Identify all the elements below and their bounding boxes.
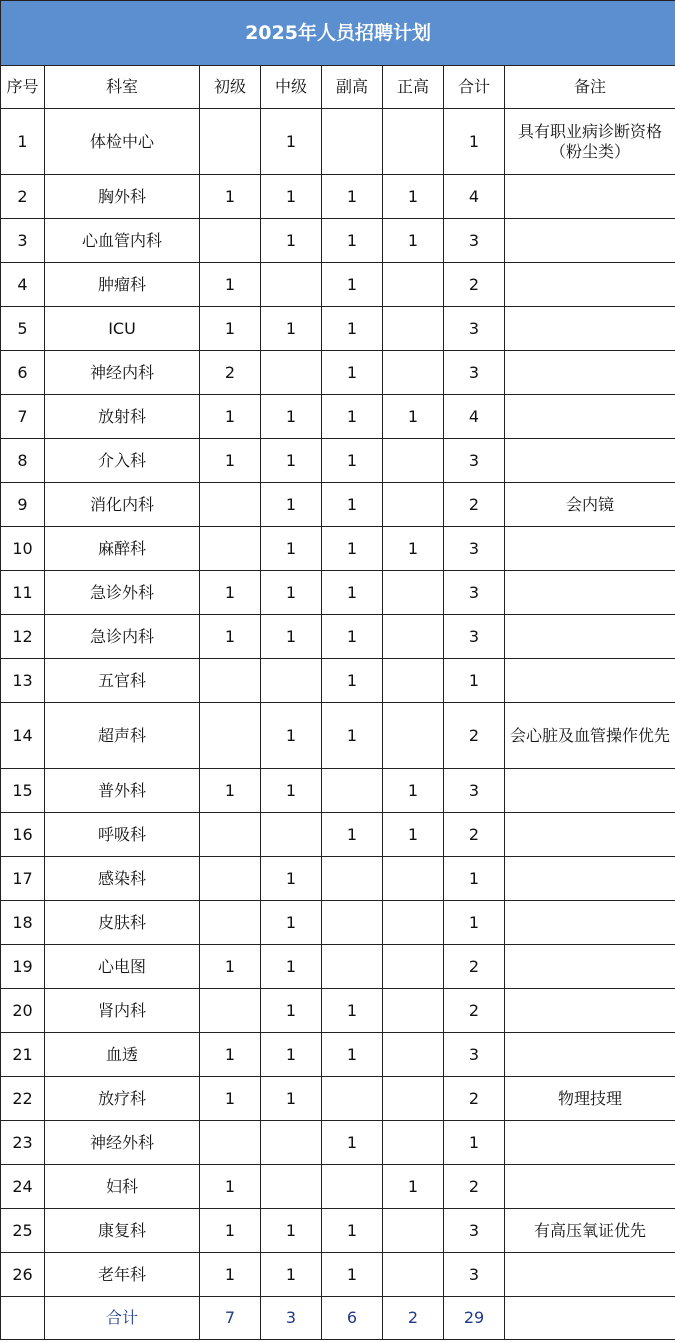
- row-no: 10: [1, 527, 45, 571]
- row-middle: 1: [261, 483, 322, 527]
- row-dept: 急诊内科: [45, 615, 200, 659]
- row-note: [505, 857, 675, 901]
- row-dept: 感染科: [45, 857, 200, 901]
- row-junior: [200, 109, 261, 175]
- row-middle: 1: [261, 307, 322, 351]
- row-senior: [383, 659, 444, 703]
- table-title: 2025年人员招聘计划: [1, 1, 675, 66]
- row-no: 16: [1, 813, 45, 857]
- row-no: 14: [1, 703, 45, 769]
- row-vice: [322, 109, 383, 175]
- table-row: [1, 813, 675, 857]
- row-junior: 2: [200, 351, 261, 395]
- totals-row: [1, 1297, 675, 1340]
- total-senior: 2: [383, 1297, 444, 1340]
- row-note: [505, 351, 675, 395]
- row-junior: 1: [200, 945, 261, 989]
- row-senior: [383, 1253, 444, 1297]
- row-total: 3: [444, 1209, 505, 1253]
- row-dept: 急诊外科: [45, 571, 200, 615]
- row-junior: [200, 527, 261, 571]
- row-senior: 1: [383, 769, 444, 813]
- row-total: 3: [444, 1033, 505, 1077]
- row-dept: 肾内科: [45, 989, 200, 1033]
- row-no: 9: [1, 483, 45, 527]
- row-no: 12: [1, 615, 45, 659]
- header-total: 合计: [444, 66, 505, 109]
- total-middle: 3: [261, 1297, 322, 1340]
- row-vice: [322, 1165, 383, 1209]
- row-total: 1: [444, 1121, 505, 1165]
- row-middle: 1: [261, 439, 322, 483]
- row-middle: 1: [261, 703, 322, 769]
- row-note: [505, 527, 675, 571]
- row-note: [505, 1165, 675, 1209]
- row-no: 17: [1, 857, 45, 901]
- row-total: 1: [444, 857, 505, 901]
- row-junior: 1: [200, 1077, 261, 1121]
- row-junior: 1: [200, 571, 261, 615]
- row-total: 3: [444, 307, 505, 351]
- table-row: [1, 615, 675, 659]
- row-vice: 1: [322, 703, 383, 769]
- row-note: [505, 395, 675, 439]
- row-senior: [383, 1209, 444, 1253]
- table-row: [1, 109, 675, 175]
- row-middle: 1: [261, 395, 322, 439]
- row-vice: 1: [322, 813, 383, 857]
- row-no: 3: [1, 219, 45, 263]
- row-junior: 1: [200, 769, 261, 813]
- row-senior: [383, 483, 444, 527]
- table-row: [1, 307, 675, 351]
- total-junior: 7: [200, 1297, 261, 1340]
- row-middle: [261, 263, 322, 307]
- row-vice: 1: [322, 1121, 383, 1165]
- row-vice: [322, 857, 383, 901]
- row-note: [505, 1253, 675, 1297]
- row-middle: 1: [261, 1033, 322, 1077]
- row-vice: [322, 901, 383, 945]
- row-middle: [261, 659, 322, 703]
- header-note: 备注: [505, 66, 675, 109]
- row-junior: 1: [200, 175, 261, 219]
- table-row: [1, 571, 675, 615]
- row-junior: [200, 703, 261, 769]
- row-dept: ICU: [45, 307, 200, 351]
- row-no: 25: [1, 1209, 45, 1253]
- row-middle: 1: [261, 175, 322, 219]
- row-senior: [383, 351, 444, 395]
- total-dept: 合计: [45, 1297, 200, 1340]
- row-dept: 神经内科: [45, 351, 200, 395]
- row-senior: [383, 857, 444, 901]
- row-total: 3: [444, 527, 505, 571]
- row-junior: [200, 813, 261, 857]
- row-note: [505, 1121, 675, 1165]
- row-junior: 1: [200, 1165, 261, 1209]
- table-row: [1, 703, 675, 769]
- table-row: [1, 351, 675, 395]
- row-dept: 体检中心: [45, 109, 200, 175]
- row-no: 24: [1, 1165, 45, 1209]
- row-senior: [383, 615, 444, 659]
- row-total: 3: [444, 219, 505, 263]
- table-row: [1, 1077, 675, 1121]
- row-note: 具有职业病诊断资格（粉尘类）: [505, 109, 675, 175]
- row-junior: 1: [200, 439, 261, 483]
- row-no: 22: [1, 1077, 45, 1121]
- row-senior: 1: [383, 175, 444, 219]
- row-senior: [383, 1033, 444, 1077]
- row-vice: 1: [322, 263, 383, 307]
- row-no: 13: [1, 659, 45, 703]
- row-middle: 1: [261, 989, 322, 1033]
- row-dept: 肿瘤科: [45, 263, 200, 307]
- row-vice: 1: [322, 989, 383, 1033]
- row-middle: 1: [261, 1209, 322, 1253]
- row-dept: 康复科: [45, 1209, 200, 1253]
- row-note: [505, 813, 675, 857]
- table-row: [1, 989, 675, 1033]
- row-total: 2: [444, 945, 505, 989]
- row-note: [505, 219, 675, 263]
- row-dept: 老年科: [45, 1253, 200, 1297]
- row-vice: [322, 769, 383, 813]
- table-row: [1, 175, 675, 219]
- row-vice: 1: [322, 175, 383, 219]
- row-no: 4: [1, 263, 45, 307]
- table-row: [1, 263, 675, 307]
- row-note: [505, 989, 675, 1033]
- row-vice: [322, 1077, 383, 1121]
- table-row: [1, 1121, 675, 1165]
- table-row: [1, 1209, 675, 1253]
- row-total: 2: [444, 483, 505, 527]
- row-middle: [261, 351, 322, 395]
- row-no: 1: [1, 109, 45, 175]
- title-row: [1, 1, 675, 66]
- row-dept: 麻醉科: [45, 527, 200, 571]
- row-total: 1: [444, 109, 505, 175]
- row-junior: [200, 483, 261, 527]
- row-senior: [383, 1121, 444, 1165]
- row-dept: 血透: [45, 1033, 200, 1077]
- row-vice: [322, 945, 383, 989]
- row-dept: 神经外科: [45, 1121, 200, 1165]
- row-no: 21: [1, 1033, 45, 1077]
- header-no: 序号: [1, 66, 45, 109]
- row-middle: 1: [261, 527, 322, 571]
- row-vice: 1: [322, 1253, 383, 1297]
- row-senior: [383, 263, 444, 307]
- row-junior: [200, 219, 261, 263]
- row-middle: 1: [261, 769, 322, 813]
- row-note: 有高压氧证优先: [505, 1209, 675, 1253]
- row-middle: [261, 1165, 322, 1209]
- row-total: 3: [444, 1253, 505, 1297]
- row-junior: 1: [200, 263, 261, 307]
- row-senior: [383, 1077, 444, 1121]
- row-middle: 1: [261, 1253, 322, 1297]
- row-middle: 1: [261, 615, 322, 659]
- row-dept: 消化内科: [45, 483, 200, 527]
- row-note: [505, 945, 675, 989]
- table-row: [1, 439, 675, 483]
- row-senior: [383, 703, 444, 769]
- row-middle: 1: [261, 857, 322, 901]
- row-junior: [200, 989, 261, 1033]
- row-middle: 1: [261, 1077, 322, 1121]
- row-middle: [261, 1121, 322, 1165]
- total-vice: 6: [322, 1297, 383, 1340]
- row-junior: [200, 1121, 261, 1165]
- row-junior: [200, 659, 261, 703]
- header-senior: 正高: [383, 66, 444, 109]
- table-row: [1, 219, 675, 263]
- row-total: 4: [444, 395, 505, 439]
- row-senior: 1: [383, 219, 444, 263]
- row-junior: 1: [200, 1033, 261, 1077]
- table-row: [1, 395, 675, 439]
- row-dept: 妇科: [45, 1165, 200, 1209]
- table-row: [1, 857, 675, 901]
- row-total: 2: [444, 989, 505, 1033]
- row-senior: [383, 307, 444, 351]
- row-middle: 1: [261, 901, 322, 945]
- row-vice: 1: [322, 395, 383, 439]
- row-vice: 1: [322, 1209, 383, 1253]
- row-no: 5: [1, 307, 45, 351]
- table-row: [1, 945, 675, 989]
- row-vice: 1: [322, 571, 383, 615]
- row-total: 2: [444, 813, 505, 857]
- row-total: 4: [444, 175, 505, 219]
- row-senior: [383, 571, 444, 615]
- row-note: [505, 1033, 675, 1077]
- row-dept: 呼吸科: [45, 813, 200, 857]
- row-vice: 1: [322, 351, 383, 395]
- row-senior: 1: [383, 1165, 444, 1209]
- row-dept: 介入科: [45, 439, 200, 483]
- row-note: [505, 307, 675, 351]
- total-note: [505, 1297, 675, 1340]
- row-total: 3: [444, 439, 505, 483]
- row-note: [505, 659, 675, 703]
- row-total: 2: [444, 1165, 505, 1209]
- row-no: 19: [1, 945, 45, 989]
- row-vice: 1: [322, 307, 383, 351]
- row-senior: 1: [383, 813, 444, 857]
- total-no: [1, 1297, 45, 1340]
- row-middle: 1: [261, 571, 322, 615]
- row-dept: 心血管内科: [45, 219, 200, 263]
- row-note: [505, 439, 675, 483]
- row-junior: 1: [200, 1253, 261, 1297]
- row-senior: 1: [383, 527, 444, 571]
- row-no: 26: [1, 1253, 45, 1297]
- row-note: 会心脏及血管操作优先: [505, 703, 675, 769]
- row-no: 23: [1, 1121, 45, 1165]
- header-dept: 科室: [45, 66, 200, 109]
- header-vice: 副高: [322, 66, 383, 109]
- row-dept: 放疗科: [45, 1077, 200, 1121]
- row-note: 会内镜: [505, 483, 675, 527]
- row-total: 1: [444, 901, 505, 945]
- row-dept: 皮肤科: [45, 901, 200, 945]
- row-middle: [261, 813, 322, 857]
- table-row: [1, 527, 675, 571]
- row-senior: [383, 989, 444, 1033]
- row-dept: 心电图: [45, 945, 200, 989]
- row-vice: 1: [322, 615, 383, 659]
- table-row: [1, 1253, 675, 1297]
- row-senior: [383, 439, 444, 483]
- row-middle: 1: [261, 219, 322, 263]
- row-no: 11: [1, 571, 45, 615]
- row-note: [505, 769, 675, 813]
- row-junior: 1: [200, 615, 261, 659]
- row-dept: 胸外科: [45, 175, 200, 219]
- row-vice: 1: [322, 659, 383, 703]
- row-note: [505, 615, 675, 659]
- total-total: 29: [444, 1297, 505, 1340]
- row-no: 8: [1, 439, 45, 483]
- row-senior: 1: [383, 395, 444, 439]
- row-total: 3: [444, 769, 505, 813]
- header-middle: 中级: [261, 66, 322, 109]
- row-total: 1: [444, 659, 505, 703]
- row-junior: 1: [200, 307, 261, 351]
- row-note: [505, 571, 675, 615]
- table-row: [1, 769, 675, 813]
- header-junior: 初级: [200, 66, 261, 109]
- row-junior: 1: [200, 395, 261, 439]
- row-vice: 1: [322, 439, 383, 483]
- row-total: 3: [444, 351, 505, 395]
- row-vice: 1: [322, 527, 383, 571]
- row-no: 6: [1, 351, 45, 395]
- row-note: 物理技理: [505, 1077, 675, 1121]
- table-row: [1, 659, 675, 703]
- row-senior: [383, 945, 444, 989]
- row-middle: 1: [261, 945, 322, 989]
- table-row: [1, 901, 675, 945]
- row-total: 2: [444, 703, 505, 769]
- row-dept: 五官科: [45, 659, 200, 703]
- row-total: 3: [444, 615, 505, 659]
- row-total: 2: [444, 1077, 505, 1121]
- row-no: 2: [1, 175, 45, 219]
- row-dept: 放射科: [45, 395, 200, 439]
- row-middle: 1: [261, 109, 322, 175]
- row-vice: 1: [322, 483, 383, 527]
- row-dept: 普外科: [45, 769, 200, 813]
- row-vice: 1: [322, 219, 383, 263]
- row-note: [505, 901, 675, 945]
- row-no: 20: [1, 989, 45, 1033]
- row-note: [505, 263, 675, 307]
- row-note: [505, 175, 675, 219]
- table-row: [1, 1033, 675, 1077]
- row-senior: [383, 901, 444, 945]
- row-junior: [200, 857, 261, 901]
- row-total: 3: [444, 571, 505, 615]
- row-junior: 1: [200, 1209, 261, 1253]
- row-total: 2: [444, 263, 505, 307]
- row-vice: 1: [322, 1033, 383, 1077]
- row-senior: [383, 109, 444, 175]
- row-dept: 超声科: [45, 703, 200, 769]
- row-junior: [200, 901, 261, 945]
- row-no: 7: [1, 395, 45, 439]
- header-row: [1, 66, 675, 109]
- row-no: 18: [1, 901, 45, 945]
- table-row: [1, 1165, 675, 1209]
- row-no: 15: [1, 769, 45, 813]
- table-row: [1, 483, 675, 527]
